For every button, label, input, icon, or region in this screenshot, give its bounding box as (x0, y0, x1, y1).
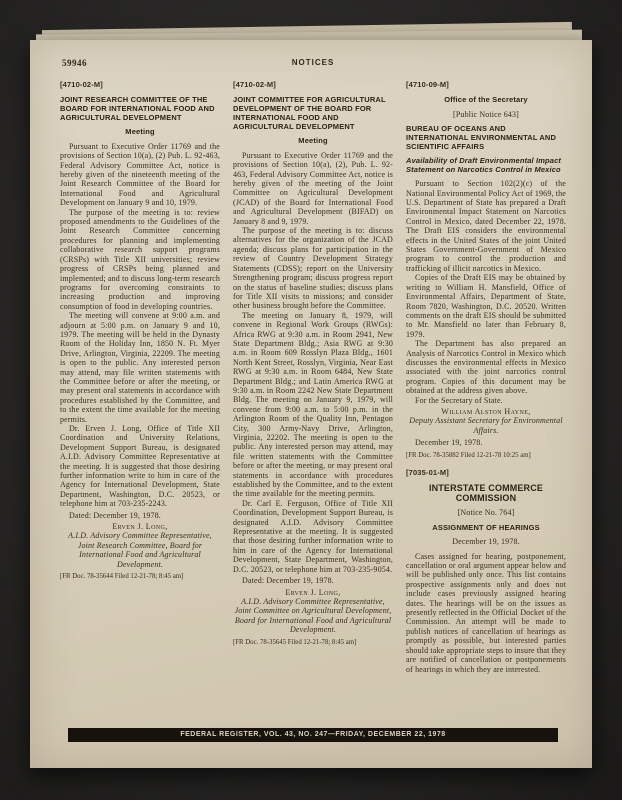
body-paragraph: The meeting will convene at 9:00 a.m. and adjourn at 5:00 p.m. on January 9 and 10, 1979. The meeting will be held in the Dynasty Room of the Holiday Inn, 1850 N. Ft. Myer Drive, Arlington, Virginia, 22209. The meeting is open to the public. Any interested person may attend, may file written statements with the Committee before or after the meeting, or may present oral statements in accordance with procedures established by the Committee, and to the extent the time available for the meeting permits. (60, 311, 220, 424)
fr-doc-line: [FR Doc. 78-35882 Filed 12-21-78 10:25 am] (406, 451, 531, 459)
notice-heading: JOINT RESEARCH COMMITTEE OF THE BOARD FOR INTERNATIONAL FOOD AND AGRICULTURAL DEVELOPMENT (60, 95, 215, 123)
signature-title: A.I.D. Advisory Committee Representative, Joint Committee on Agricultural Development, Board for International Food and Agricultural Development. (234, 596, 392, 635)
page-content (30, 40, 592, 768)
column-3 (406, 78, 566, 674)
body-paragraph: Pursuant to Section 102(2)(c) of the National Environmental Policy Act of 1969, the U.S. Department of State has prepared a Draft Environmental Impact Statement on Narcotics Control in Mexico, dated December 22, 1978. The Draft EIS considers the environmental effects in the United States of the joint United States Government-Government of Mexico program to control the production and trafficking of illicit narcotics in Mexico. (406, 179, 566, 273)
meeting-subheading: Meeting (298, 136, 328, 146)
page-number: 59946 (62, 58, 87, 68)
dated-line: Dated: December 19, 1978. (242, 576, 334, 586)
body-paragraph: Dr. Carl E. Ferguson, Office of Title XII Coordination, Development Support Bureau, is designated A.I.D. Advisory Committee Representative at the meeting. It is suggested that those desiring further information write to him in care of the Agency for International Development, State Department, Washington, D.C. 20523, or telephone him at 703-235-9054. (233, 498, 393, 574)
body-paragraph: Copies of the Draft EIS may be obtained by writing to William H. Mansfield, Office of Environmental Affairs, Department of State, Room 7820, Washington, D.C. 20520. Written comments on the draft EIS should be submitted to Mr. Mansfield no later than February 8, 1979. (406, 273, 566, 339)
billing-code: [7035-01-M] (406, 468, 449, 477)
centered-line: December 19, 1978. (452, 537, 520, 547)
signature-title: A.I.D. Advisory Committee Representative, Joint Research Committee, Board for International Food and Agricultural Development. (68, 531, 212, 569)
meeting-subheading: Meeting (125, 127, 155, 137)
body-paragraph: Cases assigned for hearing, postponement, cancellation or oral argument appear below and will be published only once. This list contains prospective assignments only and does not include cases previously assigned hearing dates. The hearings will be on the issues as presently reflected in the Official Docket of the Commission. An attempt will be made to publish notices of cancellation of hearings as promptly as possible, but interested parties should take appropriate steps to insure that they are notified of cancellation or postponements of hearings in which they are interested. (406, 551, 566, 674)
signature-name: William Alston Hayne, (441, 406, 531, 416)
fr-doc-line: [FR Doc. 78-35645 Filed 12-21-78; 8:45 am] (233, 638, 357, 646)
signature-name: Erven J. Long, (285, 587, 341, 597)
body-paragraph: Pursuant to Executive Order 11769 and the provisions of Section 10(a), (2), Pub. L. 92-463, Federal Advisory Committee Act, notice is hereby given of the meeting of the Joint Committee on Agricultural Development (JCAD) of the Board for International Food and Agricultural Development (BIFAD) on January 8 and 9, 1979. (233, 150, 393, 226)
commission-title: INTERSTATE COMMERCE COMMISSION (428, 483, 543, 504)
notice-heading: BUREAU OF OCEANS AND INTERNATIONAL ENVIRONMENTAL AND SCIENTIFIC AFFAIRS (406, 124, 557, 152)
columns-container (60, 78, 566, 674)
billing-code: [4710-02-M] (60, 80, 103, 89)
signature-title: Deputy Assistant Secretary for Environmental Affairs. (409, 416, 563, 435)
dated-line: December 19, 1978. (415, 438, 483, 448)
billing-code: [4710-02-M] (233, 80, 276, 89)
scanned-page (30, 40, 592, 768)
meeting-subheading: ASSIGNMENT OF HEARINGS (432, 522, 540, 532)
subject-heading: Availability of Draft Environmental Impact Statement on Narcotics Control in Mexico (406, 156, 562, 175)
body-paragraph: The meeting on January 8, 1979, will convene in Regional Work Groups (RWGs): Africa RWG at 9:30 a.m. in Room 2941, New State Department Bldg.; Asia RWG at 9:30 a.m. in Room 609 Rosslyn Plaza Bldg., 1601 North Kent Street, Rosslyn, Virginia, Near East RWG at 9:30 a.m. in Room 6484, New State Department Bldg.; and Latin America RWG at 9:30 a.m. in Room 2242 New State Department Bldg. The meeting on January 9, 1979, will convene from 9:00 a.m. to 5:00 p.m. in the Arlington Room of the Quality Inn, Pentagon City, 300 Army-Navy Drive, Arlington, Virginia, 22202. The meeting is open to the public. Any interested person may attend, may file written statements with the Committee before or after the meeting, or may present oral statements in accordance with procedures established by the Committee, and to the extent the time available for the meeting permits. (233, 310, 393, 499)
billing-code: [4710-09-M] (406, 80, 449, 89)
agency-office-line: Office of the Secretary (444, 95, 528, 105)
body-paragraph: The purpose of the meeting is to: discuss alternatives for the organization of the JCAD agenda; discuss plans for participation in the review of Country Development Strategy Statements (CDSS); report on the University Strengthening program; discuss progress report on the status of baseline studies; discuss plans for Title XII visits to missions; and consider other business brought before the Committee. (233, 226, 393, 311)
body-paragraph: Dr. Erven J. Long, Office of Title XII Coordination and University Relations, Development Support Bureau, is designated A.I.D. Advisory Committee Representative at the meeting. It is suggested that those desiring further information write to him in care of the Agency for International Development, State Department, Washington, D.C. 20523, or telephone him at 703-235-2243. (60, 424, 220, 509)
body-paragraph: The purpose of the meeting is to: review proposed amendments to the Guidelines of the Joint Research Committee concerning procedures for planning and implementing collaborative research support programs (CRSPs) with Title XII universities; review progress of CRSPs being planned and implemented; and to discuss long-term research programs for overcoming constraints to increasing production and improving consumption of food in developing countries. (60, 207, 220, 311)
body-paragraph: For the Secretary of State. (415, 395, 503, 405)
dated-line: Dated: December 19, 1978. (69, 510, 161, 520)
column-1 (60, 78, 220, 674)
body-paragraph: Pursuant to Executive Order 11769 and the provisions of Section 10(a), (2) Pub. L. 92-463, Federal Advisory Committee Act, notice is hereby given of the nineteenth meeting of the Joint Research Committee of the Board for International Food and Agricultural Development on January 9 and 10, 1979. (60, 141, 220, 208)
notice-heading: JOINT COMMITTEE FOR AGRICULTURAL DEVELOPMENT OF THE BOARD FOR INTERNATIONAL FOOD AND AGRICULTURAL DEVELOPMENT (233, 95, 386, 132)
running-head-title: NOTICES (291, 58, 335, 67)
centered-line: [Public Notice 643] (453, 109, 519, 119)
running-head (60, 58, 566, 72)
column-2 (233, 78, 393, 674)
fr-doc-line: [FR Doc. 78-35644 Filed 12-21-78; 8:45 am] (60, 573, 184, 581)
body-paragraph: The Department has also prepared an Analysis of Narcotics Control in Mexico which discusses the environmental effects in Mexico associated with the joint narcotics control program. Copies of this document may be obtained at the address given above. (406, 339, 566, 396)
page-footer: FEDERAL REGISTER, VOL. 43, NO. 247—FRIDAY, DECEMBER 22, 1978 (68, 728, 558, 742)
centered-line: [Notice No. 764] (457, 508, 515, 518)
signature-name: Erven J. Long, (112, 522, 168, 532)
